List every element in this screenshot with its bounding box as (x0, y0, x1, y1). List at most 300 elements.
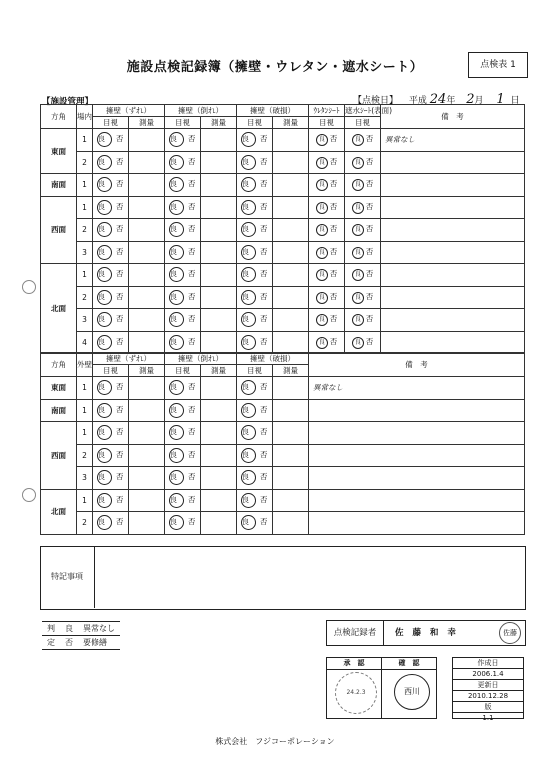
bad-option: 否 (188, 449, 196, 459)
bad-option: 否 (329, 201, 338, 211)
good-circled-mark: 良 (352, 337, 364, 349)
measure-cell (273, 377, 309, 400)
outer-inspection-table (40, 352, 525, 535)
measure-cell (273, 489, 309, 512)
sheet-check-cell (309, 286, 345, 309)
judgement-legend (42, 621, 120, 650)
measure-cell (273, 512, 309, 535)
bad-option: 否 (365, 291, 374, 301)
measure-cell (273, 286, 309, 309)
visual-check-cell (165, 377, 201, 400)
bad-option: 否 (260, 201, 268, 211)
bad-option: 否 (260, 494, 268, 504)
bad-option: 否 (260, 517, 268, 527)
notes-cell (309, 444, 525, 467)
table-row (41, 444, 525, 467)
legend-bad: 否 (60, 636, 78, 650)
good-circled-mark: 良 (241, 267, 256, 282)
table-row (41, 129, 525, 152)
measure-cell (129, 512, 165, 535)
shift-header: 擁壁（ずれ） (93, 353, 165, 365)
good-circled-mark: 良 (241, 335, 256, 350)
bad-option: 否 (116, 246, 124, 256)
good-circled-mark: 良 (97, 515, 112, 530)
face-label: 西面 (41, 422, 77, 490)
notes-cell (381, 151, 525, 174)
bad-option: 否 (260, 404, 268, 414)
visual-check-cell (165, 444, 201, 467)
sheet-check-cell (309, 196, 345, 219)
visual-header: 目視 (93, 365, 129, 377)
binder-hole-top (22, 280, 36, 294)
created-label: 作成日 (453, 658, 523, 669)
good-circled-mark: 良 (169, 380, 184, 395)
good-circled-mark: 良 (241, 200, 256, 215)
visual-check-cell (93, 331, 129, 354)
good-circled-mark: 良 (241, 425, 256, 440)
notes-cell (381, 196, 525, 219)
bad-option: 否 (260, 336, 268, 346)
side-header: 場内 (77, 105, 93, 129)
bad-option: 否 (260, 179, 268, 189)
good-circled-mark: 良 (97, 380, 112, 395)
bad-option: 否 (116, 134, 124, 144)
position-number: 4 (77, 331, 93, 354)
bad-option: 否 (188, 156, 196, 166)
measure-cell (129, 331, 165, 354)
visual-check-cell (165, 512, 201, 535)
visual-check-cell (93, 467, 129, 490)
bad-option: 否 (116, 291, 124, 301)
bad-option: 否 (365, 134, 374, 144)
face-label: 南面 (41, 174, 77, 197)
table-row (41, 489, 525, 512)
bad-option: 否 (116, 179, 124, 189)
approval-box (326, 657, 437, 719)
measure-cell (129, 422, 165, 445)
bad-option: 否 (188, 427, 196, 437)
sheet-check-cell (309, 241, 345, 264)
visual-check-cell (93, 309, 129, 332)
position-number: 3 (77, 241, 93, 264)
bad-option: 否 (260, 314, 268, 324)
bad-option: 否 (329, 314, 338, 324)
bad-option: 否 (260, 269, 268, 279)
legend-good-desc: 異常なし (78, 622, 120, 636)
good-circled-mark: 良 (241, 132, 256, 147)
good-circled-mark: 良 (97, 335, 112, 350)
visual-check-cell (237, 219, 273, 242)
good-circled-mark: 良 (169, 222, 184, 237)
measure-cell (129, 174, 165, 197)
notes-cell (381, 309, 525, 332)
table-row (41, 174, 525, 197)
visual-check-cell (237, 286, 273, 309)
measure-cell (273, 174, 309, 197)
visual-check-cell (93, 129, 129, 152)
updated-label: 更新日 (453, 680, 523, 691)
good-circled-mark: 良 (241, 155, 256, 170)
measure-cell (201, 286, 237, 309)
urethane-header: ｳﾚﾀﾝｼｰﾄ (309, 105, 345, 117)
date-era: 平成 (408, 96, 427, 106)
visual-check-cell (165, 264, 201, 287)
measure-cell (201, 422, 237, 445)
bad-option: 否 (188, 224, 196, 234)
good-circled-mark: 良 (169, 155, 184, 170)
visual-check-cell (237, 377, 273, 400)
good-circled-mark: 良 (97, 290, 112, 305)
good-circled-mark: 良 (241, 222, 256, 237)
position-number: 2 (77, 151, 93, 174)
bad-option: 否 (116, 314, 124, 324)
sheet-check-cell (345, 196, 381, 219)
good-circled-mark: 良 (241, 470, 256, 485)
sheet-check-cell (345, 219, 381, 242)
date-month: 2 (466, 92, 475, 107)
bad-option: 否 (116, 336, 124, 346)
good-circled-mark: 良 (352, 292, 364, 304)
notes-header: 備 考 (381, 105, 525, 129)
position-number: 1 (77, 129, 93, 152)
date-day: 1 (496, 92, 505, 107)
measure-cell (129, 241, 165, 264)
measure-cell (201, 512, 237, 535)
visual-check-cell (165, 399, 201, 422)
position-number: 1 (77, 489, 93, 512)
visual-check-cell (93, 489, 129, 512)
good-circled-mark: 良 (169, 177, 184, 192)
visual-header: 目視 (165, 117, 201, 129)
good-circled-mark: 良 (169, 515, 184, 530)
measure-header: 測量 (273, 365, 309, 377)
good-circled-mark: 良 (169, 470, 184, 485)
position-number: 2 (77, 444, 93, 467)
good-circled-mark: 良 (169, 425, 184, 440)
measure-cell (129, 444, 165, 467)
visual-check-cell (93, 377, 129, 400)
bad-option: 否 (260, 291, 268, 301)
visual-check-cell (93, 196, 129, 219)
good-circled-mark: 良 (241, 515, 256, 530)
sheet-check-cell (345, 241, 381, 264)
good-circled-mark: 良 (352, 157, 364, 169)
measure-cell (273, 151, 309, 174)
visual-check-cell (165, 241, 201, 264)
notes-cell (381, 286, 525, 309)
measure-cell (201, 219, 237, 242)
good-circled-mark: 良 (316, 202, 328, 214)
visual-header: 目視 (237, 117, 273, 129)
sheet-check-cell (309, 264, 345, 287)
visual-header: 目視 (309, 117, 345, 129)
bad-option: 否 (260, 472, 268, 482)
visual-check-cell (165, 219, 201, 242)
good-circled-mark: 良 (352, 269, 364, 281)
bad-option: 否 (188, 404, 196, 414)
visual-header: 目視 (93, 117, 129, 129)
notes-cell (381, 264, 525, 287)
measure-cell (273, 241, 309, 264)
measure-header: 測量 (201, 117, 237, 129)
visual-check-cell (237, 151, 273, 174)
version-label: 版 (453, 702, 523, 713)
bad-option: 否 (188, 134, 196, 144)
bad-option: 否 (329, 269, 338, 279)
side-header: 外壁 (77, 353, 93, 377)
damage-header: 擁壁（破損） (237, 105, 309, 117)
recorder-seal: 佐藤 (499, 622, 521, 644)
good-circled-mark: 良 (316, 337, 328, 349)
bad-option: 否 (116, 156, 124, 166)
bad-option: 否 (188, 201, 196, 211)
good-circled-mark: 良 (97, 222, 112, 237)
position-number: 1 (77, 174, 93, 197)
direction-header: 方角 (41, 105, 77, 129)
measure-cell (273, 399, 309, 422)
visual-check-cell (237, 174, 273, 197)
table-row (41, 196, 525, 219)
bad-option: 否 (260, 224, 268, 234)
sheet-check-cell (345, 151, 381, 174)
bad-option: 否 (329, 179, 338, 189)
measure-cell (273, 444, 309, 467)
good-circled-mark: 良 (316, 314, 328, 326)
measure-cell (129, 489, 165, 512)
good-circled-mark: 良 (169, 267, 184, 282)
bad-option: 否 (116, 427, 124, 437)
good-circled-mark: 良 (169, 290, 184, 305)
visual-check-cell (237, 241, 273, 264)
good-circled-mark: 良 (97, 132, 112, 147)
good-circled-mark: 良 (316, 269, 328, 281)
good-circled-mark: 良 (316, 157, 328, 169)
table-row (41, 151, 525, 174)
visual-check-cell (165, 196, 201, 219)
measure-header: 測量 (129, 117, 165, 129)
facility-mgmt-label: 【施設管理】 (42, 97, 94, 107)
measure-cell (273, 331, 309, 354)
position-number: 1 (77, 399, 93, 422)
bad-option: 否 (329, 224, 338, 234)
position-number: 3 (77, 309, 93, 332)
good-circled-mark: 良 (316, 247, 328, 259)
good-circled-mark: 良 (352, 202, 364, 214)
good-circled-mark: 良 (241, 177, 256, 192)
notes-cell: 異常なし (309, 377, 525, 400)
bad-option: 否 (188, 472, 196, 482)
visual-check-cell (93, 151, 129, 174)
bad-option: 否 (329, 291, 338, 301)
visual-check-cell (237, 489, 273, 512)
sheet-check-cell (309, 331, 345, 354)
good-circled-mark: 良 (169, 200, 184, 215)
good-circled-mark: 良 (169, 132, 184, 147)
bad-option: 否 (188, 246, 196, 256)
visual-check-cell (165, 174, 201, 197)
good-circled-mark: 良 (241, 448, 256, 463)
good-circled-mark: 良 (241, 493, 256, 508)
bad-option: 否 (329, 336, 338, 346)
notes-cell (381, 331, 525, 354)
sheet-check-cell (345, 264, 381, 287)
measure-cell (273, 219, 309, 242)
good-circled-mark: 良 (241, 380, 256, 395)
measure-cell (129, 309, 165, 332)
bad-option: 否 (365, 156, 374, 166)
notes-header: 備 考 (309, 353, 525, 377)
visual-check-cell (93, 286, 129, 309)
bad-option: 否 (188, 382, 196, 392)
sheet-check-cell (345, 286, 381, 309)
position-number: 3 (77, 467, 93, 490)
table-row (41, 467, 525, 490)
table-row (41, 286, 525, 309)
bad-option: 否 (365, 314, 374, 324)
table-row (41, 309, 525, 332)
good-circled-mark: 良 (97, 493, 112, 508)
notes-cell (309, 489, 525, 512)
visual-check-cell (93, 264, 129, 287)
binder-hole-bottom (22, 488, 36, 502)
good-circled-mark: 良 (241, 245, 256, 260)
measure-cell (201, 174, 237, 197)
visual-check-cell (93, 512, 129, 535)
bad-option: 否 (260, 427, 268, 437)
bad-option: 否 (188, 494, 196, 504)
sheet-check-cell (309, 129, 345, 152)
legend-good: 良 (60, 622, 78, 636)
tilt-header: 擁壁（倒れ） (165, 105, 237, 117)
sheet-check-cell (345, 331, 381, 354)
position-number: 1 (77, 422, 93, 445)
bad-option: 否 (188, 291, 196, 301)
visual-check-cell (237, 444, 273, 467)
bad-option: 否 (365, 336, 374, 346)
damage-header: 擁壁（破損） (237, 353, 309, 365)
notes-cell: 異常なし (381, 129, 525, 152)
bad-option: 否 (116, 449, 124, 459)
good-circled-mark: 良 (97, 448, 112, 463)
date-year: 24 (429, 92, 447, 107)
notes-cell (309, 399, 525, 422)
legend-decide: 定 (42, 636, 60, 650)
measure-cell (201, 467, 237, 490)
visual-check-cell (93, 174, 129, 197)
measure-cell (201, 377, 237, 400)
sheet-check-cell (345, 129, 381, 152)
bad-option: 否 (329, 134, 338, 144)
measure-cell (129, 467, 165, 490)
notes-cell (309, 422, 525, 445)
visual-check-cell (237, 129, 273, 152)
good-circled-mark: 良 (241, 290, 256, 305)
measure-cell (201, 196, 237, 219)
measure-cell (129, 129, 165, 152)
visual-check-cell (165, 151, 201, 174)
measure-cell (273, 309, 309, 332)
measure-cell (129, 219, 165, 242)
notes-cell (309, 512, 525, 535)
measure-cell (273, 196, 309, 219)
sheet-check-cell (309, 151, 345, 174)
document-title: 施設点検記録簿（擁壁・ウレタン・遮水シート） (126, 60, 424, 75)
bad-option: 否 (260, 246, 268, 256)
shift-header: 擁壁（ずれ） (93, 105, 165, 117)
notes-cell (381, 219, 525, 242)
sheet-check-cell (309, 174, 345, 197)
measure-header: 測量 (273, 117, 309, 129)
visual-check-cell (165, 129, 201, 152)
table-row (41, 377, 525, 400)
measure-header: 測量 (201, 365, 237, 377)
measure-cell (129, 196, 165, 219)
date-label: 【点検日】 (353, 96, 399, 106)
notes-cell (381, 174, 525, 197)
bad-option: 否 (260, 134, 268, 144)
table-row (41, 512, 525, 535)
visual-header: 目視 (345, 117, 381, 129)
sheet-check-cell (345, 309, 381, 332)
sheet-check-cell (309, 219, 345, 242)
position-number: 1 (77, 377, 93, 400)
measure-cell (273, 129, 309, 152)
good-circled-mark: 良 (97, 267, 112, 282)
measure-cell (201, 241, 237, 264)
good-circled-mark: 良 (97, 245, 112, 260)
updated-date: 2010.12.28 (453, 691, 523, 702)
visual-check-cell (165, 489, 201, 512)
visual-check-cell (93, 219, 129, 242)
table-row (41, 399, 525, 422)
measure-cell (201, 399, 237, 422)
visual-header: 目視 (237, 365, 273, 377)
good-circled-mark: 良 (352, 134, 364, 146)
measure-cell (201, 444, 237, 467)
legend-judge: 判 (42, 622, 60, 636)
date-month-unit: 月 (474, 96, 484, 106)
bad-option: 否 (116, 472, 124, 482)
visual-check-cell (165, 309, 201, 332)
good-circled-mark: 良 (97, 200, 112, 215)
bad-option: 否 (188, 336, 196, 346)
table-row (41, 241, 525, 264)
visual-check-cell (237, 467, 273, 490)
good-circled-mark: 良 (169, 245, 184, 260)
measure-cell (201, 151, 237, 174)
confirm-header: 確 認 (382, 658, 436, 670)
measure-cell (129, 286, 165, 309)
measure-header: 測量 (129, 365, 165, 377)
recorder-label: 点検記録者 (327, 621, 384, 645)
notes-cell (309, 467, 525, 490)
measure-cell (129, 264, 165, 287)
good-circled-mark: 良 (352, 247, 364, 259)
bad-option: 否 (329, 246, 338, 256)
revision-box (452, 657, 524, 722)
direction-header: 方角 (41, 353, 77, 377)
measure-cell (129, 399, 165, 422)
bad-option: 否 (116, 269, 124, 279)
position-number: 2 (77, 286, 93, 309)
tilt-header: 擁壁（倒れ） (165, 353, 237, 365)
face-label: 北面 (41, 264, 77, 354)
bad-option: 否 (365, 201, 374, 211)
good-circled-mark: 良 (169, 493, 184, 508)
measure-cell (201, 489, 237, 512)
bad-option: 否 (365, 269, 374, 279)
face-label: 東面 (41, 129, 77, 174)
